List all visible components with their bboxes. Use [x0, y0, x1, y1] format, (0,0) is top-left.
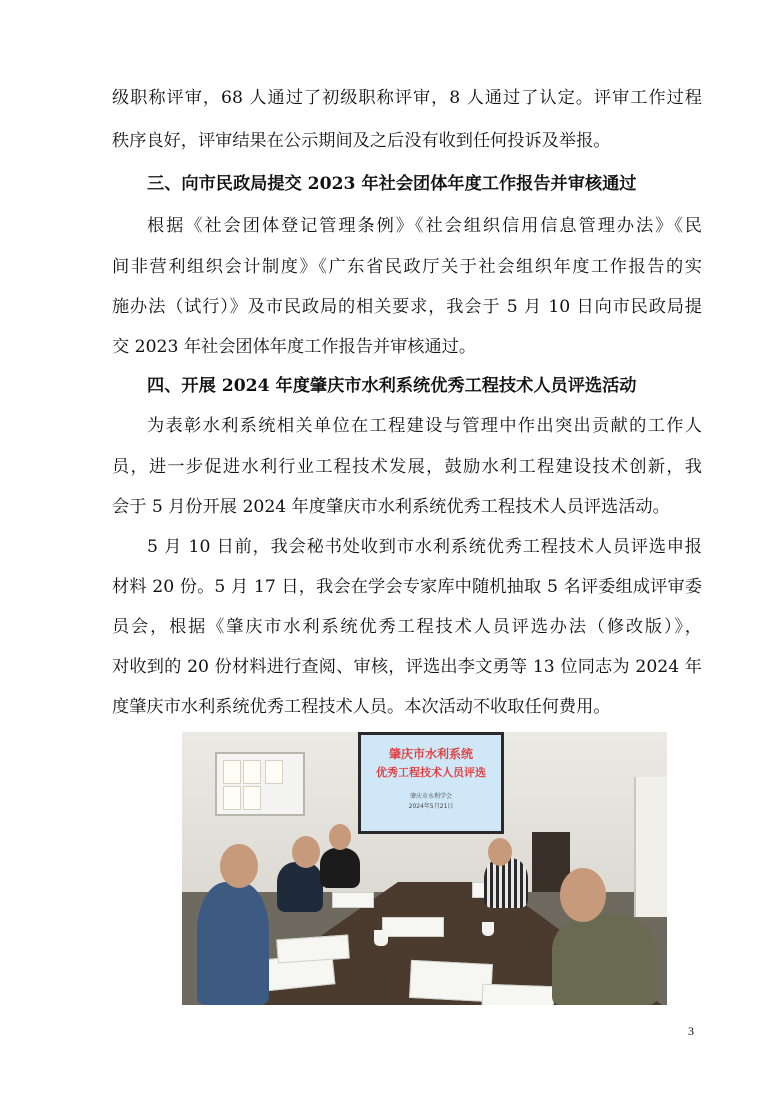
paper-sheet: [482, 984, 555, 1005]
paragraph-line: 根据《社会团体登记管理条例》《社会组织信用信息管理办法》《民: [147, 216, 702, 236]
paragraph-line: 材料 20 份。5 月 17 日，我会在学会专家库中随机抽取 5 名评委组成评审委: [112, 577, 702, 597]
paragraph-line: 会于 5 月份开展 2024 年度肇庆市水利系统优秀工程技术人员评选活动。: [112, 497, 670, 517]
paper-sheet: [409, 960, 493, 1002]
notice-board: [215, 752, 305, 816]
person-head: [329, 824, 351, 850]
paragraph-line: 间非营利组织会计制度》《广东省民政厅关于社会组织年度工作报告的实: [112, 257, 702, 277]
section-heading: 三、向市民政局提交 2023 年社会团体年度工作报告并审核通过: [147, 174, 637, 194]
paper-sheet: [276, 935, 349, 964]
paragraph-line: 对收到的 20 份材料进行查阅、审核，评选出李文勇等 13 位同志为 2024 年: [112, 657, 702, 677]
paper-sheet: [332, 892, 374, 908]
paper-sheet: [382, 917, 444, 937]
person-head: [292, 836, 320, 868]
paragraph-line: 级职称评审，68 人通过了初级职称评审，8 人通过了认定。评审工作过程: [112, 88, 702, 108]
screen-title-1: 肇庆市水利系统: [388, 747, 473, 761]
person-right-back: [484, 858, 528, 908]
screen-title-2: 优秀工程技术人员评选: [376, 766, 486, 779]
screen-org: 肇庆市水利学会: [409, 793, 452, 800]
paragraph-line: 施办法（试行）》及市民政局的相关要求，我会于 5 月 10 日向市民政局提: [112, 297, 702, 317]
section-heading: 四、开展 2024 年度肇庆市水利系统优秀工程技术人员评选活动: [147, 376, 637, 396]
person-back: [320, 848, 360, 888]
person-head: [488, 838, 512, 866]
person-back: [277, 862, 323, 912]
paragraph-line: 交 2023 年社会团体年度工作报告并审核通过。: [112, 337, 477, 357]
paragraph-line: 员，进一步促进水利行业工程技术发展，鼓励水利工程建设技术创新，我: [112, 457, 702, 477]
meeting-photo: [182, 732, 667, 1005]
tea-cup: [374, 930, 388, 946]
page-number: 3: [688, 1024, 694, 1038]
paragraph-line: 员会，根据《肇庆市水利系统优秀工程技术人员评选办法（修改版）》，: [112, 617, 702, 637]
paragraph-line: 5 月 10 日前，我会秘书处收到市水利系统优秀工程技术人员评选申报: [147, 537, 702, 557]
tea-cup: [482, 922, 494, 936]
person-right-front: [552, 914, 657, 1005]
person-left: [197, 882, 269, 1005]
screen-date: 2024年5月21日: [408, 803, 454, 810]
paragraph-line: 秩序良好，评审结果在公示期间及之后没有收到任何投诉及举报。: [112, 131, 611, 151]
paragraph-line: 为表彰水利系统相关单位在工程建设与管理中作出突出贡献的工作人: [147, 416, 702, 436]
projection-screen: [358, 732, 504, 834]
person-head: [560, 868, 606, 922]
person-head: [220, 844, 258, 888]
paragraph-line: 度肇庆市水利系统优秀工程技术人员。本次活动不收取任何费用。: [112, 697, 611, 717]
white-cabinet: [634, 777, 667, 917]
